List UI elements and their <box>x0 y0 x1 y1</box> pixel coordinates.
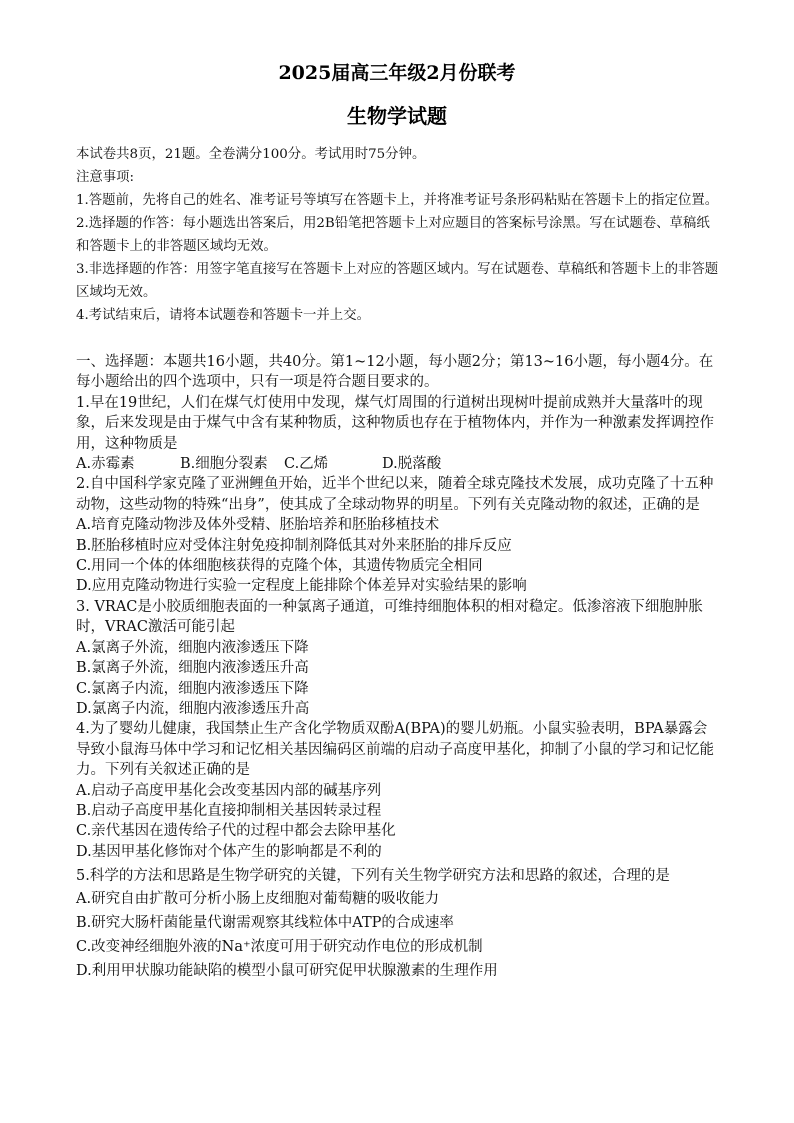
note-item: 4.考试结束后，请将本试题卷和答题卡一并上交。 <box>76 308 370 323</box>
note-item: 3.非选择题的作答：用签字笔直接写在答题卡上对应的答题区域内。写在试题卷、草稿纸和答题卡上的非答题区域均无效。 <box>76 262 719 300</box>
option: B.胚胎移植时应对受体注射免疫抑制剂降低其对外来胚胎的排斥反应 <box>76 537 512 554</box>
option: C.改变神经细胞外液的Na⁺浓度可用于研究动作电位的形成机制 <box>76 938 483 955</box>
question-stem: 4.为了婴幼儿健康，我国禁止生产含化学物质双酚A(BPA)的婴儿奶瓶。小鼠实验表明，BPA暴露会导致小鼠海马体中学习和记忆相关基因编码区前端的启动子高度甲基化，抑制了小鼠的学习和记忆能力。下列有关叙述正确的是 <box>76 721 714 779</box>
note-item: 1.答题前，先将自己的姓名、准考证号等填写在答题卡上，并将准考证号条形码粘贴在答题卡上的指定位置。 <box>76 193 719 208</box>
option: D.利用甲状腺功能缺陷的模型小鼠可研究促甲状腺激素的生理作用 <box>76 962 498 979</box>
option: D.氯离子内流，细胞内液渗透压升高 <box>76 700 310 717</box>
question-stem: 3. VRAC是小胶质细胞表面的一种氯离子通道，可维持细胞体积的相对稳定。低渗溶液下细胞肿胀时，VRAC激活可能引起 <box>76 598 703 636</box>
option: B.启动子高度甲基化直接抑制相关基因转录过程 <box>76 802 382 819</box>
option: B.研究大肠杆菌能量代谢需观察其线粒体中ATP的合成速率 <box>76 914 454 931</box>
question-stem: 2.自中国科学家克隆了亚洲鲤鱼开始，近半个世纪以来，随着全球克隆技术发展，成功克隆了十五种动物，这些动物的特殊“出身”，使其成了全球动物界的明星。下列有关克隆动物的叙述，正确的是 <box>76 476 714 513</box>
option: D.应用克隆动物进行实验一定程度上能排除个体差异对实验结果的影响 <box>76 578 527 595</box>
question-section <box>76 352 720 983</box>
notes-heading: 注意事项: <box>76 170 135 185</box>
option-row <box>76 454 720 474</box>
question-stem: 5.科学的方法和思路是生物学研究的关键，下列有关生物学研究方法和思路的叙述，合理的是 <box>76 868 670 885</box>
option: A.启动子高度甲基化会改变基因内部的碱基序列 <box>76 782 382 799</box>
option: C.氯离子内流，细胞内液渗透压下降 <box>76 680 309 697</box>
option: C.乙烯 <box>284 456 329 473</box>
question-stem: 1.早在19世纪，人们在煤气灯使用中发现，煤气灯周围的行道树出现树叶提前成熟并大量落叶的现象，后来发现是由于煤气中含有某种物质，这种物质也存在于植物体内，并作为一种激素发挥调控作用，这种物质是 <box>76 394 714 452</box>
option: D.脱落酸 <box>382 456 442 473</box>
instructions <box>76 143 720 327</box>
option: C.用同一个体的体细胞核获得的克隆个体，其遗传物质完全相同 <box>76 558 483 575</box>
section-heading: 一、选择题：本题共16小题，共40分。第1~12小题，每小题2分；第13~16小题，每小题4分。在每小题给出的四个选项中，只有一项是符合题目要求的。 <box>76 354 714 391</box>
exam-intro: 本试卷共8页，21题。全卷满分100分。考试用时75分钟。 <box>76 147 426 162</box>
option: A.氯离子外流，细胞内液渗透压下降 <box>76 639 309 656</box>
exam-subtitle: 生物学试题 <box>347 104 447 128</box>
option: B.细胞分裂素 <box>180 456 268 473</box>
note-item: 2.选择题的作答：每小题选出答案后，用2B铅笔把答题卡上对应题目的答案标号涂黑。写在试题卷、草稿纸和答题卡上的非答题区域均无效。 <box>76 216 710 254</box>
option: D.基因甲基化修饰对个体产生的影响都是不利的 <box>76 843 382 860</box>
option: A.赤霉素 <box>76 456 135 473</box>
option: A.培育克隆动物涉及体外受精、胚胎培养和胚胎移植技术 <box>76 517 440 534</box>
exam-title: 2025届高三年级2月份联考 <box>278 62 516 84</box>
option: A.研究自由扩散可分析小肠上皮细胞对葡萄糖的吸收能力 <box>76 890 440 907</box>
option: C.亲代基因在遗传给子代的过程中都会去除甲基化 <box>76 823 396 840</box>
option: B.氯离子外流，细胞内液渗透压升高 <box>76 660 309 677</box>
